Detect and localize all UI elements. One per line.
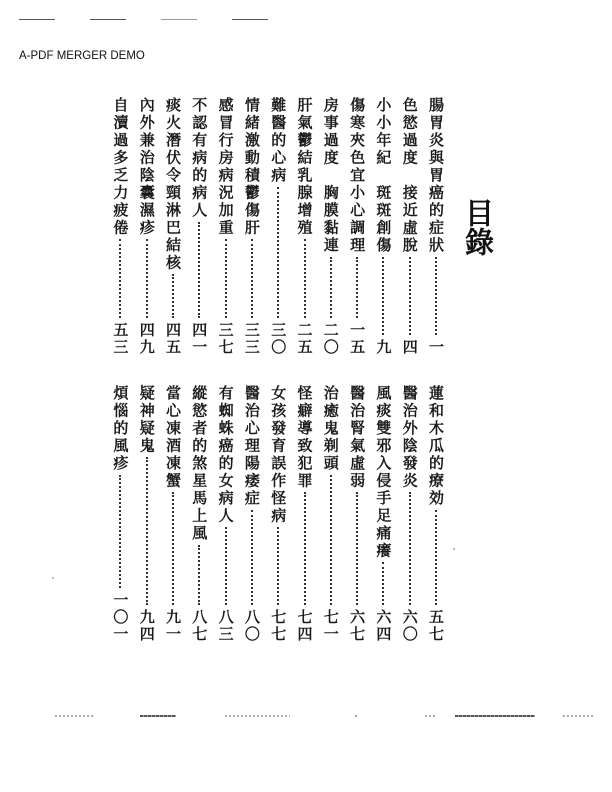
toc-entry-page: 八七 <box>190 609 209 643</box>
toc-entry-page: 五三 <box>111 322 130 356</box>
toc-leader-dots <box>198 222 200 319</box>
toc-leader-dots <box>251 510 253 606</box>
toc-entry-title: 當心凍酒凍蟹 <box>164 385 182 490</box>
toc-entry-page: 六〇 <box>400 609 419 643</box>
toc-leader-dots <box>277 187 279 319</box>
scan-noise <box>355 715 359 717</box>
toc-entry <box>322 385 340 643</box>
scan-noise <box>425 715 435 717</box>
toc-entry-page: 七七 <box>269 609 288 643</box>
toc-entry-page: 二〇 <box>321 322 340 356</box>
scan-noise <box>563 715 593 717</box>
scan-speck <box>453 548 455 550</box>
toc-entry-title: 醫治腎氣虛弱 <box>348 385 367 490</box>
toc-entry <box>217 385 235 643</box>
header-rule-3 <box>161 19 197 20</box>
toc-leader-dots <box>119 239 121 318</box>
toc-entry <box>164 97 182 356</box>
toc-leader-dots <box>356 257 358 319</box>
toc-entry <box>348 385 366 643</box>
scan-noise <box>225 715 290 717</box>
page-title: 目錄 <box>461 198 495 256</box>
toc-entry-title: 怪癖導致犯罪 <box>295 385 314 490</box>
toc-entry <box>322 97 340 356</box>
toc-entry-page: 四一 <box>190 322 209 356</box>
toc-entry-title: 縱慾者的煞星馬上風 <box>190 385 209 543</box>
toc-entry-title: 蓮和木瓜的療効 <box>427 385 445 508</box>
toc-entry-page: 一五 <box>348 322 367 356</box>
toc-leader-dots <box>119 475 121 589</box>
toc-entry-page: 九 <box>374 339 393 356</box>
toc-leader-dots <box>146 457 148 605</box>
toc-leader-dots <box>146 239 148 318</box>
toc-entry-title: 風痰雙邪入侵手足痛癢 <box>374 385 393 560</box>
toc-entry <box>427 97 445 356</box>
toc-leader-dots <box>409 492 411 605</box>
toc-entry-title: 傷寒夾色宜小心調理 <box>348 97 367 255</box>
toc-leader-dots <box>172 274 174 318</box>
header-rule-1 <box>19 19 55 20</box>
toc-entry <box>401 385 419 643</box>
scan-noise <box>55 715 95 717</box>
watermark-label: A-PDF MERGER DEMO <box>19 50 145 62</box>
toc-leader-dots <box>409 257 411 336</box>
toc-leader-dots <box>198 545 200 606</box>
toc-leader-dots <box>435 510 437 606</box>
toc-entry <box>111 385 129 643</box>
toc-leader-dots <box>277 527 279 605</box>
toc-entry-title: 不認有病的病人 <box>190 97 209 220</box>
toc-entry-title: 疑神疑鬼 <box>137 385 156 455</box>
toc-leader-dots <box>356 492 358 605</box>
toc-entry-title: 小小年紀 斑斑創傷 <box>374 97 393 255</box>
toc-entry-page: 六四 <box>374 609 393 643</box>
toc-entry-title: 房事過度 胸膜黏連 <box>321 97 340 255</box>
toc-entry <box>190 385 208 643</box>
toc-entry-page: 四 <box>400 339 419 356</box>
toc-leader-dots <box>225 527 227 605</box>
toc-entry <box>243 97 261 356</box>
toc-entry-page: 三〇 <box>269 322 288 356</box>
toc-entry-title: 肝氣鬱結乳腺增殖 <box>295 97 314 237</box>
scan-noise <box>455 715 535 717</box>
toc-leader-dots <box>304 239 306 318</box>
toc-entry-title: 內外兼治陰囊濕疹 <box>137 97 156 237</box>
toc-entry <box>111 97 129 356</box>
toc-entry-page: 八〇 <box>242 609 261 643</box>
toc-leader-dots <box>304 492 306 605</box>
toc-leader-dots <box>435 257 437 336</box>
toc-entry-title: 煩惱的風疹 <box>111 385 130 473</box>
toc-leader-dots <box>172 492 174 605</box>
toc-entry-page: 三七 <box>216 322 235 356</box>
toc-entry-title: 感冒行房病況加重 <box>216 97 235 237</box>
toc-entry-page: 一 <box>427 339 445 356</box>
header-rule-2 <box>90 19 126 20</box>
toc-leader-dots <box>330 475 332 606</box>
toc-entry-title: 醫治外陰發炎 <box>400 385 419 490</box>
toc-entry <box>427 385 445 643</box>
toc-entry <box>190 97 208 356</box>
toc-entry <box>138 97 156 356</box>
toc-entry <box>296 97 314 356</box>
toc-entry-title: 自瀆過多乏力疲倦 <box>111 97 130 237</box>
toc-entry-page: 三三 <box>242 322 261 356</box>
toc-entry-title: 女孩發育誤作怪病 <box>269 385 288 525</box>
toc-entry <box>243 385 261 643</box>
toc-entry <box>269 97 287 356</box>
toc-entry-page: 七四 <box>295 609 314 643</box>
toc-entry <box>348 97 366 356</box>
toc-entry <box>217 97 235 356</box>
header-rule-4 <box>232 19 268 20</box>
toc-entry-page: 八三 <box>216 609 235 643</box>
toc-entry-title: 情緒激動積鬱傷肝 <box>242 97 261 237</box>
toc-entry-page: 九一 <box>164 609 182 643</box>
toc-entry <box>374 97 392 356</box>
toc-entry-page: 二五 <box>295 322 314 356</box>
toc-leader-dots <box>330 257 332 319</box>
toc-entry-title: 醫治心理陽痿症 <box>242 385 261 508</box>
toc-entry-page: 七一 <box>321 609 340 643</box>
toc-leader-dots <box>225 239 227 318</box>
toc-leader-dots <box>382 562 384 605</box>
toc-entry <box>164 385 182 643</box>
toc-entry-title: 痰火潛伏令頸淋巴結核 <box>164 97 182 272</box>
toc-leader-dots <box>251 239 253 318</box>
toc-entry-title: 難醫的心病 <box>269 97 288 185</box>
toc-entry <box>374 385 392 643</box>
toc-entry-page: 四九 <box>137 322 156 356</box>
toc-leader-dots <box>382 257 384 336</box>
toc-entry <box>138 385 156 643</box>
toc-entry-page: 四五 <box>164 322 182 356</box>
toc-entry-page: 一〇一 <box>111 592 130 643</box>
toc-entry <box>269 385 287 643</box>
toc-entry-page: 九四 <box>137 609 156 643</box>
toc-entry-title: 治癒鬼剃頭 <box>321 385 340 473</box>
toc-entry-page: 五七 <box>427 609 445 643</box>
toc-entry-title: 有蜘蛛癌的女病人 <box>216 385 235 525</box>
scan-noise <box>140 715 176 717</box>
scan-speck <box>52 577 54 579</box>
toc-entry-title: 腸胃炎與胃癌的症狀 <box>427 97 445 255</box>
toc-entry-page: 六七 <box>348 609 367 643</box>
toc-entry <box>296 385 314 643</box>
toc-entry <box>401 97 419 356</box>
toc-entry-title: 色慾過度 接近虛脫 <box>400 97 419 255</box>
